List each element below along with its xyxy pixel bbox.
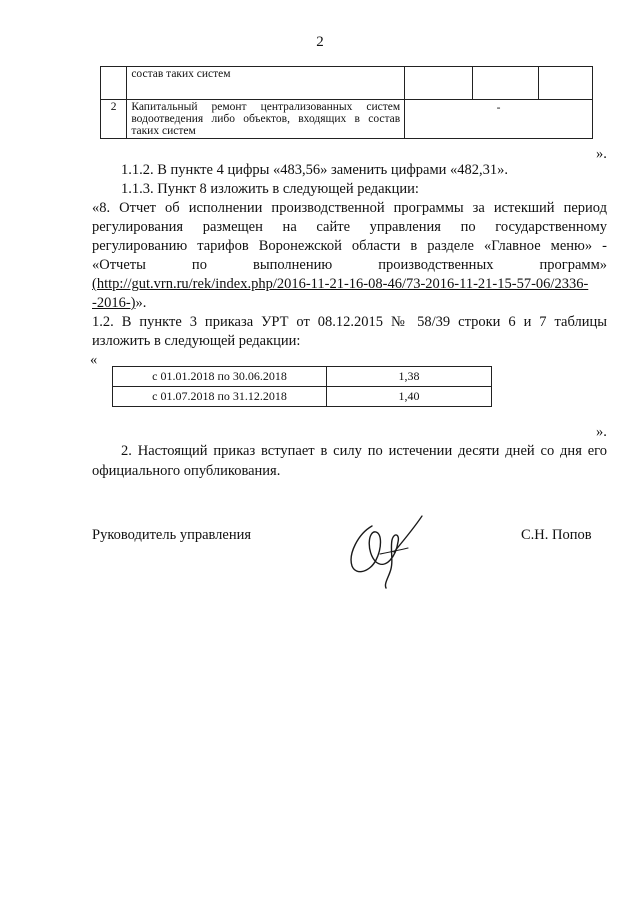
table-row [113,387,492,407]
value-cell [405,67,473,100]
row-number [101,67,127,100]
paragraph-1-2-cont: изложить в следующей редакции: [92,333,301,349]
signatory-title: Руководитель управления [92,527,252,543]
value-cell [472,67,538,100]
period-cell: с 01.07.2018 по 31.12.2018 [113,387,327,407]
tariff-value: 1,40 [327,387,492,407]
row-text: состав таких систем [127,67,405,100]
value-cell [538,67,592,100]
closing-quote: ». [596,424,607,440]
table-row [101,100,593,139]
value-cell: - [405,100,593,139]
point-8-line: регулирования размещен на сайте управления по государственному [92,219,607,235]
point-8-line: «8. Отчет об исполнении производственной программы за истекший период [92,200,607,216]
paragraph-1-2: 1.2. В пункте 3 приказа УРТ от 08.12.2015 № 58/39 строки 6 и 7 таблицы [92,314,607,330]
page-number: 2 [316,34,324,50]
point-8-line: регулированию тарифов Воронежской области в разделе «Главное меню» - [92,238,607,254]
opening-quote: « [90,352,98,368]
signature-image [342,512,426,590]
report-link-end[interactable]: -2016-) [92,295,136,311]
signatory-name: С.Н. Попов [521,527,592,543]
report-link[interactable]: (http://gut.vrn.ru/rek/index.php/2016-11-21-16-08-46/73-2016-11-21-15-57-06/2336- [92,276,589,292]
tariff-table [112,366,492,407]
paragraph-1-1-2: 1.1.2. В пункте 4 цифры «483,56» заменить цифрами «482,31». [121,162,509,178]
point-8-line: «Отчеты по выполнению производственных программ» [92,257,607,273]
paragraph-2-cont: официального опубликования. [92,463,281,479]
tariff-value: 1,38 [327,367,492,387]
paragraph-1-1-3: 1.1.3. Пункт 8 изложить в следующей редакции: [121,181,419,197]
row-number: 2 [101,100,127,139]
table-row [113,367,492,387]
table-row [101,67,593,100]
table-fragment [100,66,593,139]
point-8-end [92,295,146,312]
point-8-close: ». [135,295,147,311]
paragraph-2: 2. Настоящий приказ вступает в силу по истечении десяти дней со дня его [121,443,607,459]
row-text: Капитальный ремонт централизованных систем водоотведения либо объектов, входящих в состав таких систем [127,100,405,139]
period-cell: с 01.01.2018 по 30.06.2018 [113,367,327,387]
closing-quote: ». [596,146,607,162]
